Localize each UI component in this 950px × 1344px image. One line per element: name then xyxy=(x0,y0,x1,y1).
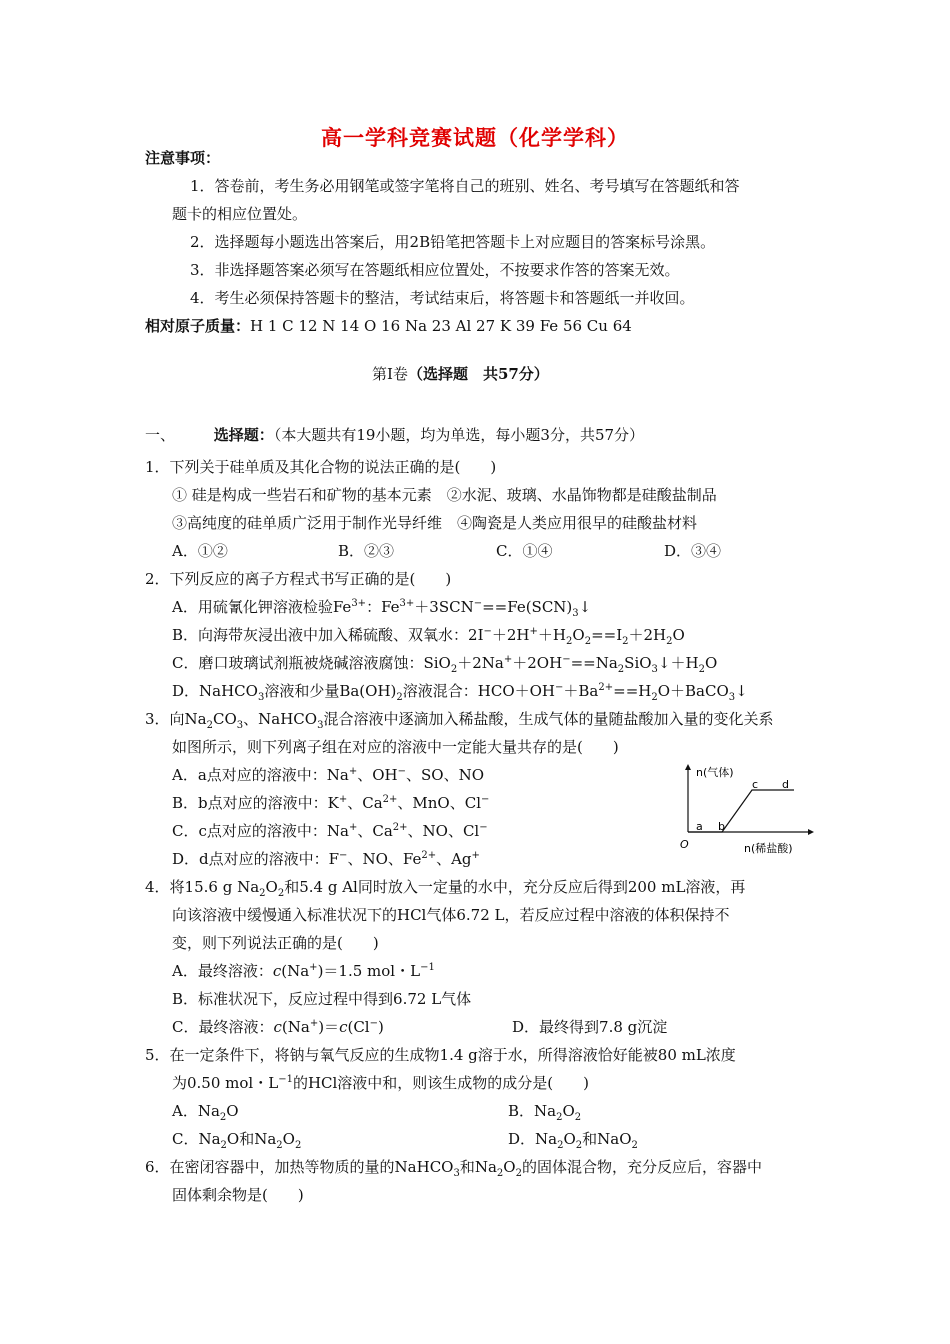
q1-stem: 1．下列关于硅单质及其化合物的说法正确的是( ) xyxy=(145,458,497,476)
notice-item-2: 2．选择题每小题选出答案后，用2B铅笔把答题卡上对应题目的答案标号涂黑。 xyxy=(190,233,716,251)
origin-label: O xyxy=(680,838,689,851)
q1-option-b: B．②③ xyxy=(338,542,395,560)
notice-heading: 注意事项： xyxy=(145,149,221,167)
atomic-mass-line xyxy=(145,316,632,336)
q4-stem-line3: 变，则下列说法正确的是( ) xyxy=(172,934,379,952)
part1-title: （选择题 共57分） xyxy=(407,365,549,383)
y-axis-arrow-icon xyxy=(685,764,691,770)
q4-option-d: D．最终得到7.8 g沉淀 xyxy=(512,1018,668,1036)
q4-stem-line2: 向该溶液中缓慢通入标准状况下的HCl气体6.72 L，若反应过程中溶液的体积保持不 xyxy=(172,906,730,924)
q3-option-a: A．a点对应的溶液中：Na+、OH−、SO、NO xyxy=(172,766,485,784)
q4-stem-line1: 4．将15.6 g $Na_2O_2$和5.4 g Al同时放入一定量的水中，充分反应后得到200 mL溶液，再 xyxy=(145,878,746,899)
q5-stem-line1: 5．在一定条件下，将钠与氧气反应的生成物1.4 g溶于水，所得溶液恰好能被80 mL浓度 xyxy=(145,1046,736,1064)
q4-option-c: C．最终溶液：c(Na+)＝c(Cl−) xyxy=(172,1018,384,1036)
q1-statement-b: ③高纯度的硅单质广泛用于制作光导纤维 ④陶瓷是人类应用很早的硅酸盐材料 xyxy=(172,514,698,532)
q2-option-c: C．磨口玻璃试剂瓶被烧碱溶液腐蚀：$SiO_2+2Na^++2OH^-==Na_2SiO_3↓+H_2O$ xyxy=(172,654,718,675)
point-d-label: d xyxy=(782,778,789,791)
q3-graph-svg xyxy=(668,760,818,860)
q2-option-a: A．用硫氰化钾溶液检验$Fe^{3+}$：$Fe^{3+}+3SCN^-==Fe(SCN)_3↓$ xyxy=(172,598,592,619)
section-name: 选择题： xyxy=(213,426,274,444)
q1-option-c: C．①④ xyxy=(496,542,553,560)
notice-item-1: 1．答卷前，考生务必用钢笔或签字笔将自己的班别、姓名、考号填写在答题纸和答 xyxy=(190,177,740,195)
section-desc: （本大题共有19小题，均为单选，每小题3分，共57分） xyxy=(273,426,645,444)
q2-option-b: B．向海带灰浸出液中加入稀硫酸、双氧水：$2I^-+2H^++H_2O_2==I_2+2H_2O$ xyxy=(172,626,685,647)
gas-curve xyxy=(688,790,794,832)
q3-option-c: C．c点对应的溶液中：Na+、$Ca^{2+}$、NO、Cl− xyxy=(172,822,488,840)
q6-stem-line1: 6．在密闭容器中，加热等物质的量的NaHCO$_3$和$Na_2O_2$的固体混合物，充分反应后，容器中 xyxy=(145,1158,762,1179)
page-title: 高一学科竞赛试题（化学学科） xyxy=(321,125,629,150)
part1-heading xyxy=(372,364,549,384)
q3-option-b: B．b点对应的溶液中：K+、$Ca^{2+}$、MnO、Cl− xyxy=(172,794,490,812)
section-number: 一、 xyxy=(145,426,176,444)
q2-stem: 2．下列反应的离子方程式书写正确的是( ) xyxy=(145,570,452,588)
point-a-label: a xyxy=(696,820,703,833)
q5-stem-line2: 为0.50 mol・$L^{-1}$的HCl溶液中和，则该生成物的成分是( ) xyxy=(172,1074,589,1092)
q4-option-a: A．最终溶液：c(Na+)＝1.5 mol・$L^{-1}$ xyxy=(172,962,435,980)
part1-prefix: 第Ⅰ卷 xyxy=(372,365,408,383)
q2-option-d: D．NaHCO$_3$溶液和少量$Ba(OH)_2$溶液混合：$HCO+OH^-+Ba^{2+}==H_2O+BaCO_3↓$ xyxy=(172,682,748,703)
atomic-mass-label: 相对原子质量： xyxy=(145,317,251,335)
q1-option-a: A．①② xyxy=(172,542,228,560)
q3-option-d: D．d点对应的溶液中：F−、NO、$Fe^{2+}$、Ag+ xyxy=(172,850,480,868)
q5-option-c: C．$Na_2O$和$Na_2O_2$ xyxy=(172,1130,302,1151)
q1-statement-a: ① 硅是构成一些岩石和矿物的基本元素 ②水泥、玻璃、水晶饰物都是硅酸盐制品 xyxy=(172,486,717,504)
q1-option-d: D．③④ xyxy=(664,542,722,560)
y-axis-label: n(气体) xyxy=(696,766,734,779)
x-axis-arrow-icon xyxy=(808,829,814,835)
q3-stem-line1: 3．向$Na_2CO_3$、NaHCO$_3$混合溶液中逐滴加入稀盐酸，生成气体的量随盐酸加入量的变化关系 xyxy=(145,710,774,731)
notice-item-1-cont: 题卡的相应位置处。 xyxy=(172,205,308,223)
atomic-mass-values: H 1 C 12 N 14 O 16 Na 23 Al 27 K 39 Fe 56 Cu 64 xyxy=(250,317,632,335)
q5-option-a: A．$Na_2O$ xyxy=(172,1102,239,1123)
q4-option-b: B．标准状况下，反应过程中得到6.72 L气体 xyxy=(172,990,472,1008)
section-heading xyxy=(145,425,644,445)
q5-option-b: B．$Na_2O_2$ xyxy=(508,1102,582,1123)
x-axis-label: n(稀盐酸) xyxy=(744,842,793,855)
point-c-label: c xyxy=(752,778,759,791)
q6-stem-line2: 固体剩余物是( ) xyxy=(172,1186,304,1204)
q5-option-d: D．$Na_2O_2$和NaO$_2$ xyxy=(508,1130,638,1151)
point-b-label: b xyxy=(718,820,725,833)
notice-item-3: 3．非选择题答案必须写在答题纸相应位置处，不按要求作答的答案无效。 xyxy=(190,261,680,279)
q3-stem-line2: 如图所示，则下列离子组在对应的溶液中一定能大量共存的是( ) xyxy=(172,738,619,756)
notice-item-4: 4．考生必须保持答题卡的整洁，考试结束后，将答题卡和答题纸一并收回。 xyxy=(190,289,695,307)
q3-gas-graph xyxy=(668,760,818,860)
